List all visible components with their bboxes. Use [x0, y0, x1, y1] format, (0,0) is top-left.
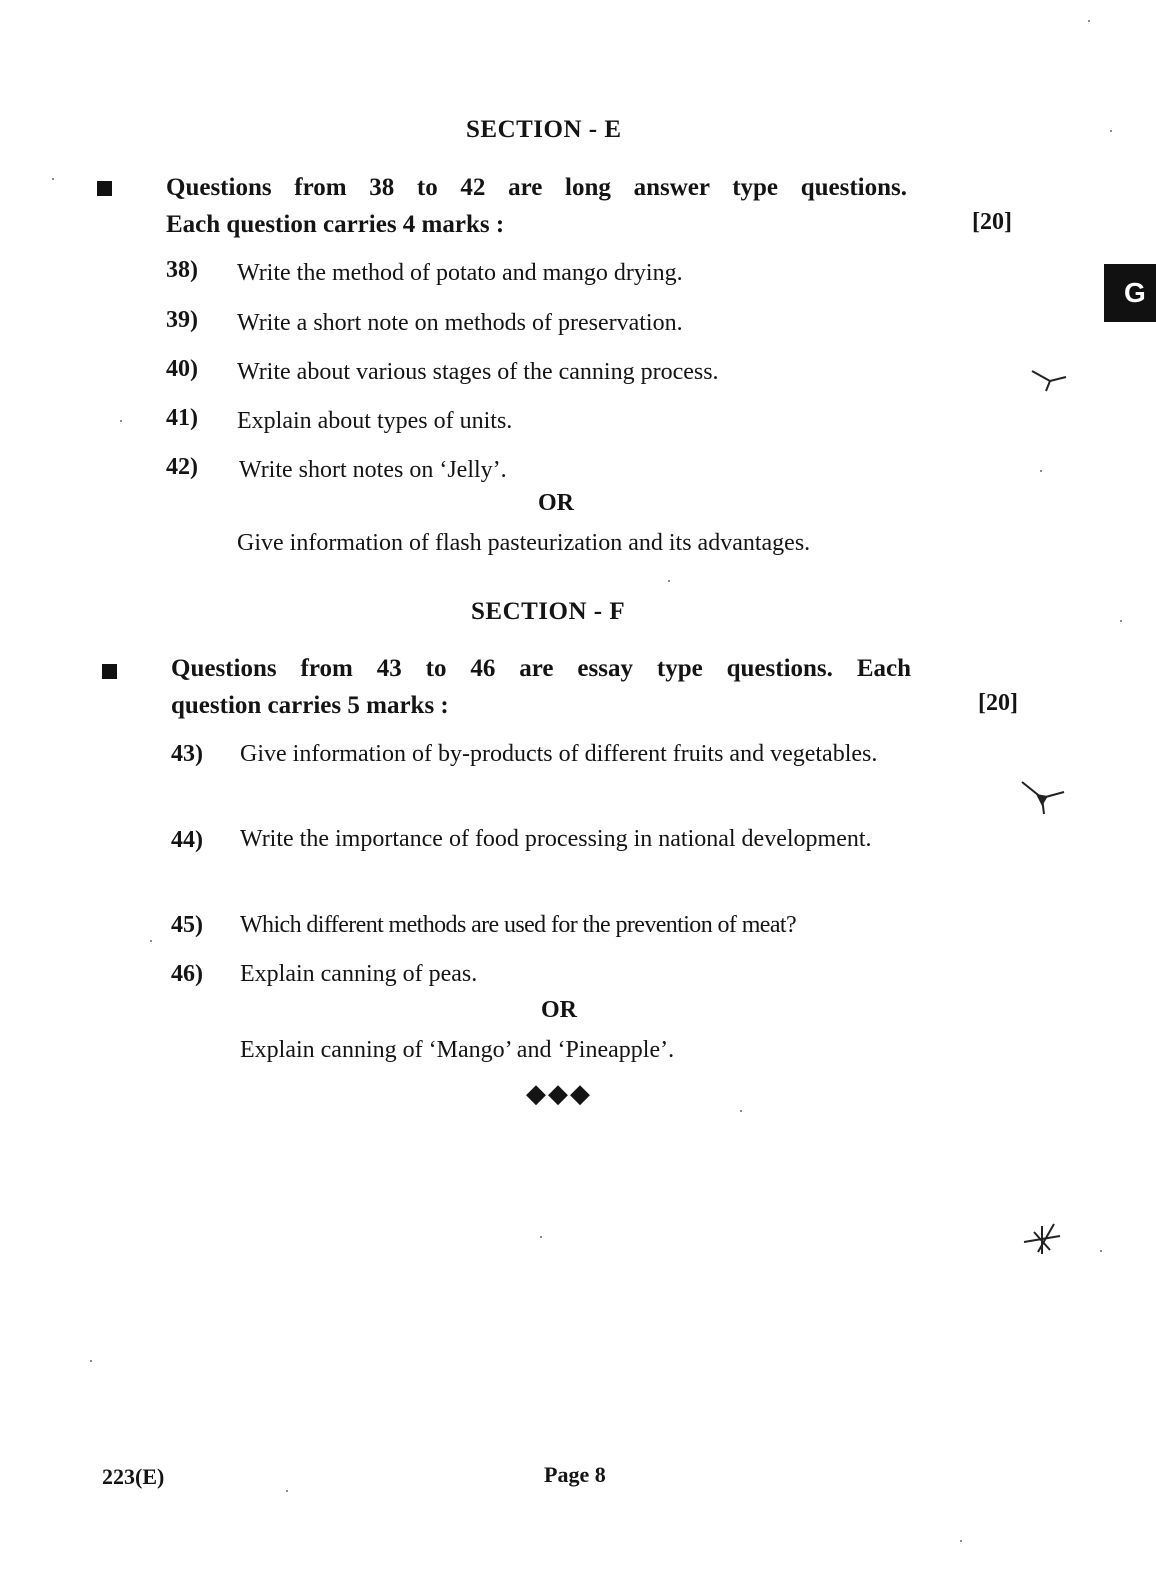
question-text: Write short notes on ‘Jelly’. [239, 457, 507, 483]
side-tab-letter: G [1124, 277, 1146, 308]
scan-speck [960, 1540, 962, 1542]
question-number: 44) [171, 827, 203, 853]
scan-speck [1088, 20, 1090, 22]
scan-artifact-mark [1018, 778, 1070, 818]
scan-speck [1110, 130, 1112, 132]
section-f-alternative: Explain canning of ‘Mango’ and ‘Pineapple’. [240, 1037, 675, 1063]
question-text: Write a short note on methods of preservation. [237, 310, 683, 336]
scan-speck [540, 1236, 542, 1238]
question-number: 46) [171, 961, 203, 987]
scan-speck [90, 1360, 92, 1362]
section-e-marks: [20] [972, 209, 1012, 235]
end-of-paper-mark: ◆◆◆ [526, 1079, 592, 1108]
section-f-or: OR [541, 997, 577, 1023]
section-e-alternative: Give information of flash pasteurization and its advantages. [237, 530, 811, 556]
scan-speck [52, 178, 54, 180]
scan-speck [150, 940, 152, 942]
scan-speck [740, 1110, 742, 1112]
question-text: Write about various stages of the canning process. [237, 359, 719, 385]
section-e-or: OR [538, 490, 574, 516]
paper-code: 223(E) [102, 1464, 165, 1489]
scan-speck [1120, 620, 1122, 622]
question-text: Give information of by-products of different fruits and vegetables. [240, 741, 878, 767]
scan-speck [120, 420, 122, 422]
section-e-instruction-line2: Each question carries 4 marks : [166, 211, 505, 238]
section-f-bullet [102, 664, 117, 679]
section-f-instruction-line2: question carries 5 marks : [171, 692, 449, 719]
section-e-title: SECTION - E [466, 116, 622, 143]
section-f-instruction [171, 650, 911, 724]
question-number: 42) [166, 454, 198, 480]
section-e-bullet [97, 181, 112, 196]
question-number: 45) [171, 912, 203, 938]
section-e-instruction [166, 169, 907, 243]
scan-speck [668, 580, 670, 582]
question-text: Write the importance of food processing in national development. [240, 826, 872, 852]
section-f-instruction-line1: Questions from 43 to 46 are essay type questions. Each [171, 655, 911, 682]
section-f-marks: [20] [978, 690, 1018, 716]
scan-speck [1040, 470, 1042, 472]
scan-artifact-mark [1020, 1222, 1064, 1258]
question-text: Explain about types of units. [237, 408, 513, 434]
question-number: 43) [171, 741, 203, 767]
question-number: 40) [166, 356, 198, 382]
scan-speck [1100, 1250, 1102, 1252]
question-number: 38) [166, 257, 198, 283]
question-number: 41) [166, 405, 198, 431]
side-tab [1104, 264, 1156, 322]
question-text: Write the method of potato and mango drying. [237, 260, 683, 286]
scan-artifact-mark [1030, 365, 1070, 395]
section-f-title: SECTION - F [471, 598, 626, 625]
section-e-instruction-line1: Questions from 38 to 42 are long answer type questions. [166, 174, 907, 201]
scan-speck [286, 1490, 288, 1492]
page-number: Page 8 [544, 1462, 606, 1487]
question-text: Which different methods are used for the prevention of meat? [240, 912, 796, 938]
question-text: Explain canning of peas. [240, 961, 478, 987]
question-number: 39) [166, 307, 198, 333]
